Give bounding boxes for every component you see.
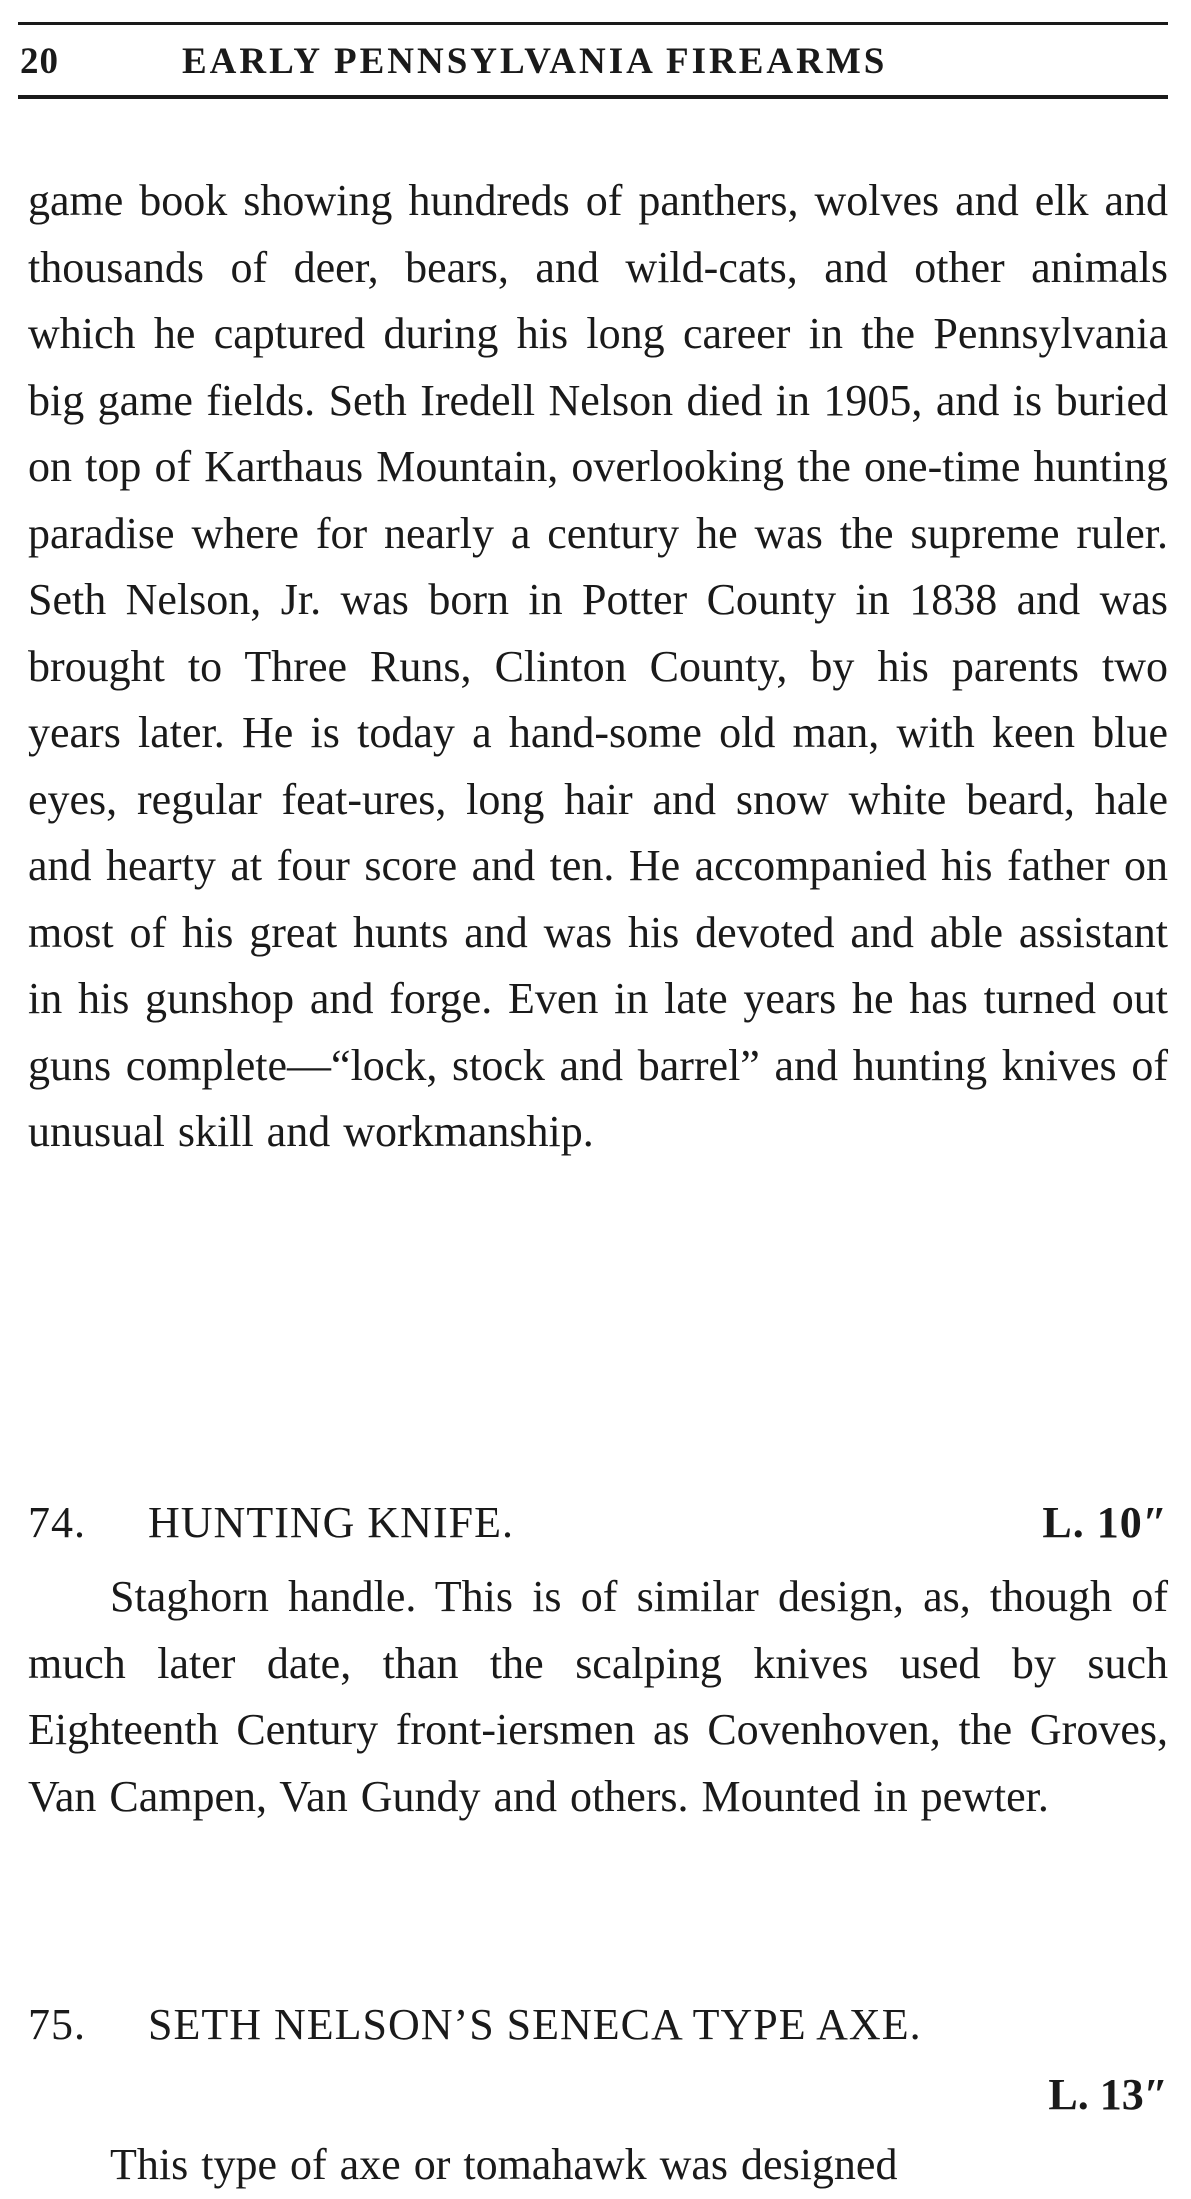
entry-heading-74	[28, 1490, 1168, 1556]
header-rule-top	[18, 22, 1168, 25]
header-rule-bottom	[18, 95, 1168, 99]
entry-title: SETH NELSON’S SENECA TYPE AXE.	[148, 2000, 922, 2049]
entry-title: HUNTING KNIFE.	[148, 1498, 514, 1547]
body-paragraph: game book showing hundreds of panthers, wolves and elk and thousands of deer, bears, and wild-cats, and other animals which he captured during his long career in the Pennsylvania big game fields. Seth Iredell Nelson died in 1905, and is buried on top of Karthaus Mountain, overlooking the one-time hunting paradise where for nearly a century he was the supreme ruler. Seth Nelson, Jr. was born in Potter County in 1838 and was brought to Three Runs, Clinton County, by his parents two years later. He is today a hand-some old man, with keen blue eyes, regular feat-ures, long hair and snow white beard, hale and hearty at four score and ten. He accompanied his father on most of his great hunts and was his devoted and able assistant in his gunshop and forge. Even in late years he has turned out guns complete—“lock, stock and barrel” and hunting knives of unusual skill and workmanship.	[28, 176, 1168, 1156]
page-number: 20	[20, 41, 59, 82]
entry-length: L. 10″	[1042, 1498, 1168, 1547]
entry-number: 74.	[28, 1498, 86, 1547]
entry-description-75: This type of axe or tomahawk was designed	[110, 2140, 898, 2189]
entry-length: L. 13″	[1048, 2070, 1168, 2119]
entry-description-74: Staghorn handle. This is of similar design, as, though of much later date, than the scalping knives used by such Eighteenth Century front-iersmen as Covenhoven, the Groves, Van Campen, Van Gundy and others. Mounted in pewter.	[28, 1572, 1168, 1821]
running-title: EARLY PENNSYLVANIA FIREARMS	[182, 41, 888, 82]
entry-heading-75	[28, 1992, 1168, 2058]
entry-number: 75.	[28, 2000, 86, 2049]
